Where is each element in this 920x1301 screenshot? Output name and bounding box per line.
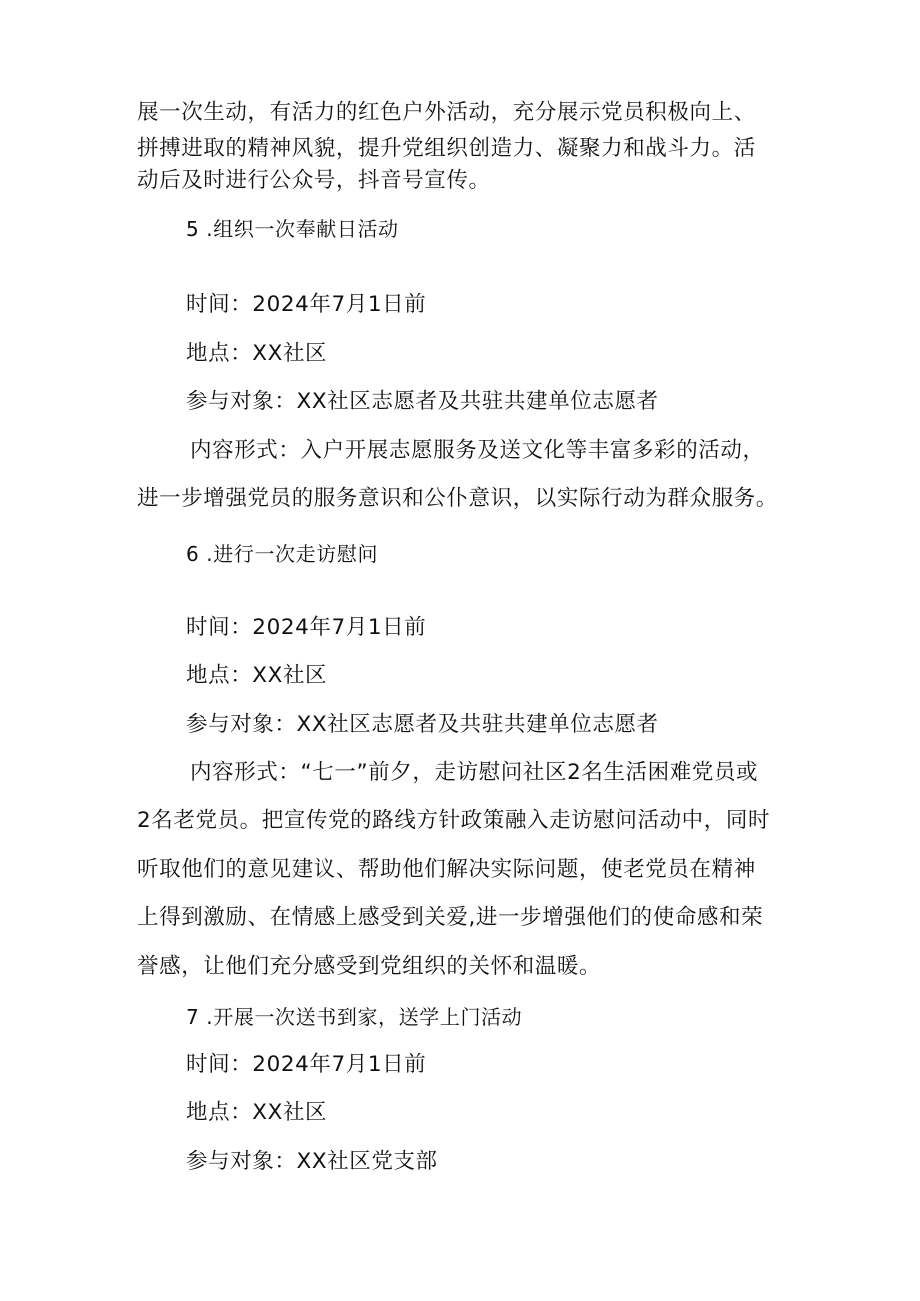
section-5-heading: 5 .组织一次奉献日活动 (186, 217, 399, 241)
section-6-participants: 参与对象：XX社区志愿者及共驻共建单位志愿者 (186, 712, 659, 737)
section-6-content-line-3: 听取他们的意见建议、帮助他们解决实际问题，使老党员在精神 (137, 857, 756, 882)
intro-line-2: 拼搏进取的精神风貌，提升党组织创造力、凝聚力和战斗力。活 (137, 136, 756, 161)
section-6-content-line-1: 内容形式：“七一”前夕，走访慰问社区2名生活困难党员或 (190, 760, 759, 785)
section-6-content-line-5: 誉感，让他们充分感受到党组织的关怀和温暖。 (137, 954, 602, 979)
section-6-content-line-2: 2名老党员。把宣传党的路线方针政策融入走访慰问活动中，同时 (137, 808, 771, 833)
section-5-content-line-1: 内容形式：入户开展志愿服务及送文化等丰富多彩的活动， (190, 438, 765, 463)
section-7-place: 地点：XX社区 (186, 1100, 328, 1125)
section-6-time: 时间：2024年7月1日前 (186, 615, 427, 640)
section-7-heading: 7 .开展一次送书到家，送学上门活动 (186, 1005, 523, 1029)
section-7-participants: 参与对象：XX社区党支部 (186, 1149, 438, 1174)
section-5-place: 地点：XX社区 (186, 341, 328, 366)
section-7-time: 时间：2024年7月1日前 (186, 1052, 427, 1077)
section-6-place: 地点：XX社区 (186, 663, 328, 688)
section-5-content-line-2: 进一步增强党员的服务意识和公仆意识，以实际行动为群众服务。 (137, 486, 778, 511)
intro-line-1: 展一次生动，有活力的红色户外活动，充分展示党员积极向上、 (137, 100, 756, 125)
section-6-heading: 6 .进行一次走访慰问 (186, 542, 379, 566)
section-6-content-line-4: 上得到激励、在情感上感受到关爱,进一步增强他们的使命感和荣 (137, 905, 764, 930)
section-5-participants: 参与对象：XX社区志愿者及共驻共建单位志愿者 (186, 389, 659, 414)
section-5-time: 时间：2024年7月1日前 (186, 292, 427, 317)
intro-line-3: 动后及时进行公众号，抖音号宣传。 (137, 168, 491, 193)
